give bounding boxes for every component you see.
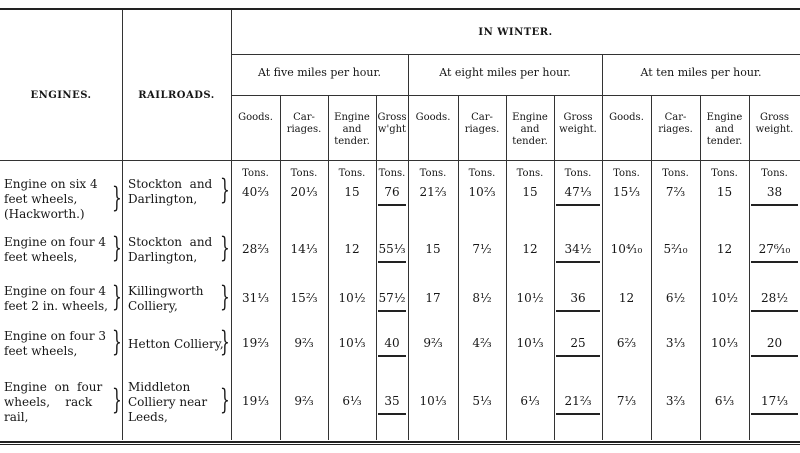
railroad-cell: Stockton and Darlington, bbox=[128, 177, 213, 206]
sum-underline bbox=[378, 413, 406, 415]
value-cell: 10⅓ bbox=[516, 336, 544, 350]
sum-underline bbox=[378, 310, 406, 312]
value-cell: 12 bbox=[522, 242, 538, 256]
brace-icon: } bbox=[220, 280, 230, 313]
brace-icon: } bbox=[112, 383, 122, 416]
value-cell: 40 bbox=[384, 336, 400, 350]
brace-icon: } bbox=[220, 325, 230, 358]
unit-label: Tons. bbox=[761, 168, 788, 179]
value-cell: 47⅓ bbox=[564, 185, 592, 199]
value-cell: 9⅔ bbox=[294, 336, 314, 350]
sum-underline bbox=[378, 355, 406, 357]
season-underline bbox=[231, 54, 800, 55]
speed-eight-header: At eight miles per hour. bbox=[439, 66, 571, 79]
value-cell: 19⅓ bbox=[242, 394, 269, 408]
value-cell: 6⅓ bbox=[714, 394, 735, 408]
value-cell: 6⅓ bbox=[342, 394, 362, 408]
unit-label: Tons. bbox=[378, 168, 406, 179]
unit-label: Tons. bbox=[662, 168, 689, 179]
brace-icon: } bbox=[112, 325, 122, 358]
value-cell: 7⅓ bbox=[616, 394, 637, 408]
col-divider-engines bbox=[122, 10, 123, 440]
value-cell: 12 bbox=[344, 242, 360, 256]
value-cell: 15 bbox=[716, 185, 733, 199]
value-cell: 15 bbox=[425, 242, 441, 256]
unit-label: Tons. bbox=[711, 168, 738, 179]
value-cell: 5²⁄₁₀ bbox=[663, 242, 688, 256]
value-cell: 15 bbox=[522, 185, 538, 199]
column-header: Gross w'ght bbox=[377, 112, 407, 135]
value-cell: 10½ bbox=[516, 291, 544, 305]
sum-underline bbox=[378, 204, 406, 206]
value-cell: 34½ bbox=[564, 242, 592, 256]
engine-cell: Engine on six 4 feet wheels, (Hackworth.) bbox=[4, 177, 98, 221]
top-rule bbox=[0, 8, 800, 10]
unit-label: Tons. bbox=[613, 168, 640, 179]
value-cell: 6⅔ bbox=[616, 336, 637, 350]
value-cell: 27⁶⁄₁₀ bbox=[758, 242, 791, 256]
value-cell: 10⁴⁄₁₀ bbox=[610, 242, 643, 256]
value-cell: 36 bbox=[570, 291, 586, 305]
railroads-header: RAILROADS. bbox=[138, 90, 215, 101]
bottom-rule bbox=[0, 441, 800, 443]
unit-label: Tons. bbox=[242, 168, 269, 179]
column-header: Gross weight. bbox=[559, 112, 597, 135]
sub-divider bbox=[280, 95, 281, 440]
engine-cell: Engine on four 4 feet wheels, bbox=[4, 235, 106, 264]
value-cell: 19⅔ bbox=[242, 336, 269, 350]
sum-underline bbox=[556, 261, 600, 263]
brace-icon: } bbox=[220, 173, 230, 206]
column-header: Car- riages. bbox=[286, 112, 322, 135]
value-cell: 3⅓ bbox=[665, 336, 686, 350]
brace-icon: } bbox=[112, 231, 122, 264]
value-cell: 4⅔ bbox=[472, 336, 492, 350]
value-cell: 20 bbox=[766, 336, 783, 350]
sub-divider bbox=[554, 95, 555, 440]
value-cell: 12 bbox=[716, 242, 733, 256]
railroad-cell: Killingworth Colliery, bbox=[128, 284, 204, 313]
unit-label: Tons. bbox=[338, 168, 366, 179]
value-cell: 7½ bbox=[472, 242, 492, 256]
header-bottom-rule bbox=[0, 160, 800, 161]
sum-underline bbox=[751, 261, 798, 263]
column-header: Car- riages. bbox=[658, 112, 693, 135]
sum-underline bbox=[751, 310, 798, 312]
column-header: Car- riages. bbox=[464, 112, 500, 135]
value-cell: 9⅔ bbox=[423, 336, 443, 350]
value-cell: 25 bbox=[570, 336, 586, 350]
column-header: Goods. bbox=[415, 112, 451, 123]
value-cell: 8½ bbox=[472, 291, 492, 305]
bottom-rule-2 bbox=[0, 444, 800, 445]
engines-header: ENGINES. bbox=[30, 90, 92, 101]
value-cell: 31⅓ bbox=[242, 291, 269, 305]
speed-five-header: At five miles per hour. bbox=[258, 66, 381, 79]
engine-cell: Engine on four 3 feet wheels, bbox=[4, 329, 106, 358]
value-cell: 55⅓ bbox=[378, 242, 406, 256]
value-cell: 28½ bbox=[761, 291, 788, 305]
value-cell: 15⅓ bbox=[613, 185, 640, 199]
column-header: Gross weight. bbox=[755, 112, 794, 135]
sum-underline bbox=[751, 355, 798, 357]
railroad-cell: Stockton and Darlington, bbox=[128, 235, 213, 264]
brace-icon: } bbox=[220, 383, 230, 416]
value-cell: 10½ bbox=[711, 291, 738, 305]
value-cell: 17 bbox=[425, 291, 441, 305]
value-cell: 12 bbox=[618, 291, 635, 305]
engine-cell: Engine on four 4 feet 2 in. wheels, bbox=[4, 284, 108, 313]
brace-icon: } bbox=[112, 180, 122, 214]
unit-label: Tons. bbox=[419, 168, 447, 179]
value-cell: 10⅓ bbox=[711, 336, 738, 350]
column-header: Engine and tender. bbox=[512, 112, 548, 147]
value-cell: 21⅔ bbox=[564, 394, 592, 408]
sub-divider bbox=[376, 95, 377, 440]
column-header: Goods. bbox=[609, 112, 644, 123]
railroad-cell: Hetton Colliery, bbox=[128, 336, 224, 351]
value-cell: 10⅔ bbox=[468, 185, 496, 199]
railroad-cell: Middleton Colliery near Leeds, bbox=[128, 379, 208, 424]
value-cell: 76 bbox=[384, 185, 400, 199]
value-cell: 9⅔ bbox=[294, 394, 314, 408]
value-cell: 6⅓ bbox=[520, 394, 540, 408]
sum-underline bbox=[378, 261, 406, 263]
sum-underline bbox=[556, 204, 600, 206]
value-cell: 3⅔ bbox=[665, 394, 686, 408]
value-cell: 21⅔ bbox=[419, 185, 447, 199]
value-cell: 10⅓ bbox=[419, 394, 447, 408]
speed-underline bbox=[231, 95, 800, 96]
value-cell: 15⅔ bbox=[290, 291, 318, 305]
brace-icon: } bbox=[220, 231, 230, 264]
value-cell: 10½ bbox=[338, 291, 366, 305]
value-cell: 38 bbox=[766, 185, 783, 199]
value-cell: 28⅔ bbox=[242, 242, 269, 256]
value-cell: 15 bbox=[344, 185, 360, 199]
value-cell: 5⅓ bbox=[472, 394, 492, 408]
brace-icon: } bbox=[112, 280, 122, 313]
engine-cell: Engine on four wheels, rack rail, bbox=[4, 379, 103, 424]
sum-underline bbox=[556, 355, 600, 357]
value-cell: 7⅔ bbox=[665, 185, 686, 199]
speed-ten-header: At ten miles per hour. bbox=[640, 66, 762, 79]
season-header: IN WINTER. bbox=[478, 27, 553, 38]
sub-divider bbox=[749, 95, 750, 440]
column-header: Engine and tender. bbox=[706, 112, 743, 147]
sub-divider bbox=[651, 95, 652, 440]
value-cell: 35 bbox=[384, 394, 400, 408]
value-cell: 14⅓ bbox=[290, 242, 318, 256]
unit-label: Tons. bbox=[290, 168, 318, 179]
column-header: Engine and tender. bbox=[334, 112, 370, 147]
value-cell: 40⅔ bbox=[242, 185, 269, 199]
unit-label: Tons. bbox=[564, 168, 592, 179]
sum-underline bbox=[751, 413, 798, 415]
sum-underline bbox=[556, 310, 600, 312]
value-cell: 6½ bbox=[665, 291, 686, 305]
value-cell: 20⅓ bbox=[290, 185, 318, 199]
value-cell: 57½ bbox=[378, 291, 406, 305]
value-cell: 17⅓ bbox=[761, 394, 788, 408]
value-cell: 10⅓ bbox=[338, 336, 366, 350]
sub-divider bbox=[458, 95, 459, 440]
unit-label: Tons. bbox=[516, 168, 544, 179]
column-header: Goods. bbox=[238, 112, 273, 123]
unit-label: Tons. bbox=[468, 168, 496, 179]
sum-underline bbox=[556, 413, 600, 415]
sum-underline bbox=[751, 204, 798, 206]
